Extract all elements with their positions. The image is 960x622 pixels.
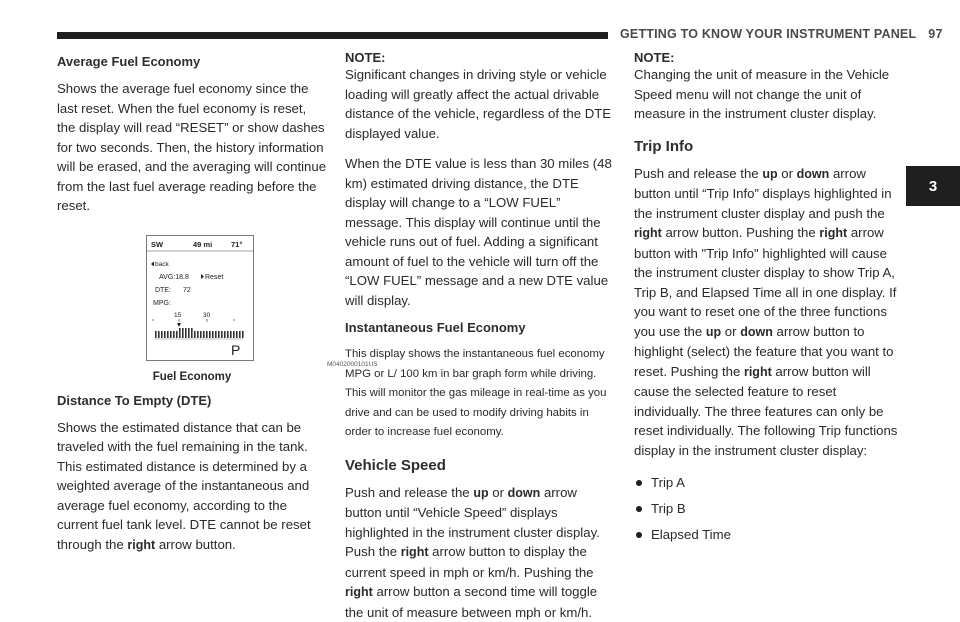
mpg-bar-segment [239,331,241,338]
column-3 [634,50,906,548]
list-item [634,522,906,548]
dte-label: DTE: [155,287,171,294]
note-label: NOTE: [634,50,906,65]
note-text: Changing the unit of measure in the Vehicle Speed menu will not change the unit of measure in the instrument cluster display. [634,65,906,124]
mpg-bar-segment [191,328,193,338]
right-keyword: right [127,538,155,552]
mpg-bar-segment [230,331,232,338]
mpg-scale-ticks [153,319,234,322]
header-rule [57,32,608,39]
text-part: or [721,324,740,339]
dte-value: 72 [183,287,191,294]
mpg-bar-segment [179,328,181,338]
mpg-bar-segment [203,331,205,338]
list-item [634,470,906,496]
mpg-bar-segment [221,331,223,338]
instantaneous-text: This display shows the instantaneous fuel economy MPG or L/ 100 km in bar graph form while driving. This will monitor the gas mileage in real-time as you drive and can be used to modify driving habits in order to increase fuel economy. [345,345,615,443]
text-part: Push and release the [634,166,762,181]
text-part: arrow button. Pushing the [662,225,820,240]
dte-text-part: Shows the estimated distance that can be traveled with the fuel remaining in the tank. This estimated distance is determined by a weighted average of the instantaneous and average fuel economy, according to the current fuel tank level. DTE cannot be reset through the [57,420,311,552]
text-part: Push and release the [345,485,473,500]
back-label: back [155,261,169,268]
vehicle-speed-text [345,483,615,622]
mpg-bar-segment [185,328,187,338]
up-keyword: up [706,325,721,339]
mpg-bar-segment [218,331,220,338]
scale-15-label: 15 [174,312,182,319]
bullet-icon [636,480,642,486]
mpg-bar-segment [170,331,172,338]
miles-readout: 49 mi [193,240,212,249]
mpg-bar-segment [164,331,166,338]
instantaneous-heading: Instantaneous Fuel Economy [345,320,615,335]
mpg-bar-segment [227,331,229,338]
text-part: arrow button with "Trip Info" highlighted will cause the instrument cluster display to show Trip A, Trip B, and Elapsed Time all in one display. If you want to reset one of the three functions you use the [634,225,896,339]
text-part: arrow button will cause the selected feature to reset individually. The three features can only be reset individually. The following Trip functions display in the instrument cluster display: [634,364,897,458]
mpg-bar-segment [212,331,214,338]
bullet-icon [636,506,642,512]
right-keyword: right [634,226,662,240]
figure-code: M0402000101US [327,361,378,368]
figure-caption: Fuel Economy [67,371,317,383]
mpg-bar-segment [167,331,169,338]
mpg-bar-segment [215,331,217,338]
vehicle-speed-heading: Vehicle Speed [345,457,615,474]
list-item-label: Trip A [651,470,685,496]
temperature-readout: 71° [231,240,242,249]
mpg-bar-segment [176,331,178,338]
text-part: arrow button to highlight (select) the feature that you want to reset. Pushing the [634,324,894,379]
down-keyword: down [740,325,773,339]
mpg-bar-segment [197,331,199,338]
header-title: GETTING TO KNOW YOUR INSTRUMENT PANEL [620,27,916,41]
mpg-bar-segment [209,331,211,338]
sw-label: SW [151,240,164,249]
chapter-tab: 3 [906,166,960,206]
mpg-bar-segment [155,331,157,338]
reset-label: Reset [205,274,223,281]
page-number: 97 [928,27,942,41]
mpg-pointer-icon [177,323,181,327]
avg-readout: AVG:18.8 [159,274,189,281]
note-label: NOTE: [345,50,615,65]
fuel-economy-figure [146,235,252,365]
list-item-label: Elapsed Time [651,522,731,548]
text-part: arrow button to display the current speed in mph or km/h. Pushing the [345,544,594,580]
text-part: or [778,166,797,181]
average-fuel-economy-heading: Average Fuel Economy [57,54,327,69]
text-part: arrow button a second time will toggle the unit of measure between mph or km/h. [345,584,597,620]
up-keyword: up [473,486,488,500]
column-2 [345,50,615,622]
text-part: arrow button until “Vehicle Speed” displays highlighted in the instrument cluster display. Push the [345,485,600,560]
mpg-bar-segment [206,331,208,338]
up-keyword: up [762,167,777,181]
mpg-bar-segment [173,331,175,338]
trip-info-heading: Trip Info [634,138,906,155]
down-keyword: down [797,167,830,181]
dte-text-part: arrow button. [155,537,236,552]
scale-30-label: 30 [203,312,211,319]
mpg-bar-segment [200,331,202,338]
instrument-cluster-display [146,235,254,361]
bullet-icon [636,532,642,538]
right-keyword: right [819,226,847,240]
cluster-graphic [147,236,253,360]
mpg-bar-segment [158,331,160,338]
mpg-bar-segment [242,331,244,338]
right-keyword: right [744,365,772,379]
list-item-label: Trip B [651,496,686,522]
right-keyword: right [401,545,429,559]
right-keyword: right [345,585,373,599]
text-part: or [489,485,508,500]
mpg-bar-segment [161,331,163,338]
gear-indicator: P [231,342,240,358]
mpg-bar-segment [188,328,190,338]
mpg-bar-graph [155,328,244,338]
trip-functions-list [634,470,906,548]
mpg-bar-segment [233,331,235,338]
low-fuel-text: When the DTE value is less than 30 miles (48 km) estimated driving distance, the DTE display will change to a “LOW FUEL” message. This display will continue until the vehicle runs out of fuel. Adding a significant amount of fuel to the vehicle will turn off the “LOW FUEL” message and a new DTE value will display. [345,154,615,310]
average-fuel-economy-text: Shows the average fuel economy since the last reset. When the fuel economy is reset, the display will read “RESET” or show dashes for two seconds. Then, the history information will be erased, and the averaging will continue from the last fuel average reading before the reset. [57,79,327,216]
trip-info-text [634,164,906,461]
mpg-bar-segment [224,331,226,338]
mpg-bar-segment [182,328,184,338]
list-item [634,496,906,522]
dte-text [57,418,327,556]
reset-arrow-icon [201,274,204,279]
down-keyword: down [508,486,541,500]
mpg-bar-segment [194,331,196,338]
note-text: Significant changes in driving style or vehicle loading will greatly affect the actual drivable distance of the vehicle, regardless of the DTE displayed value. [345,65,615,143]
text-part: arrow button until “Trip Info” displays highlighted in the instrument cluster display and push the [634,166,892,221]
mpg-label: MPG: [153,300,171,307]
dte-heading: Distance To Empty (DTE) [57,393,327,408]
mpg-bar-segment [236,331,238,338]
column-1 [57,50,327,555]
running-header [620,27,943,41]
back-arrow-icon [151,261,154,266]
